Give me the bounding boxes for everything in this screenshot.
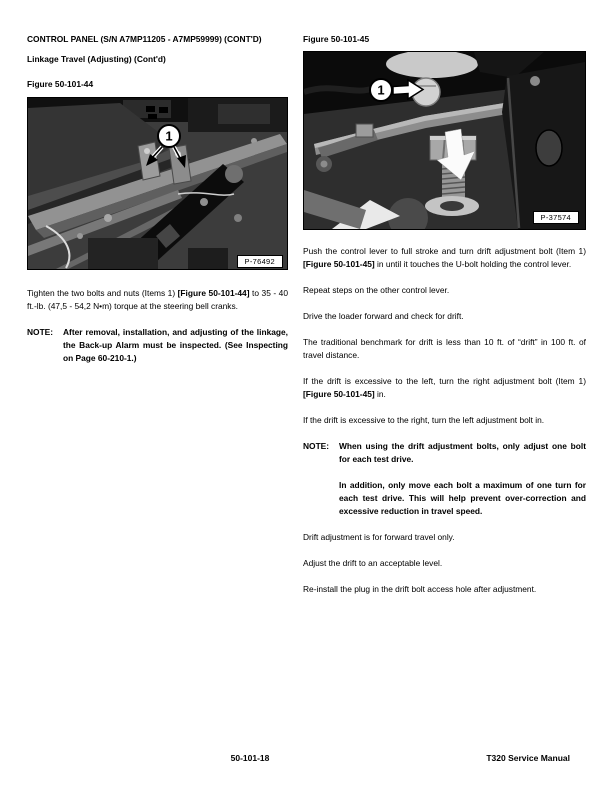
drift-right-paragraph: If the drift is excessive to the right, turn the left adjustment bolt in.	[303, 415, 545, 425]
torque-paragraph: Tighten the two bolts and nuts (Items 1) [Figure 50-101-44] to 35 - 40 ft.-lb. (47,5 - 54,2 N•m) torque at the steering bell cranks.	[27, 288, 288, 311]
drift-bolt-photo-illustration	[304, 52, 585, 229]
machine-linkage-photo-illustration	[28, 98, 287, 269]
note-drift-adjustment	[303, 440, 586, 518]
forward-travel-paragraph: Drift adjustment is for forward travel only.	[303, 532, 455, 542]
drift-left-paragraph: If the drift is excessive to the left, turn the right adjustment bolt (Item 1) [Figure 50-101-45] in.	[303, 376, 586, 399]
figure-reference: [Figure 50-101-45]	[303, 389, 375, 399]
figure-reference: [Figure 50-101-44]	[177, 288, 250, 298]
manual-title: T320 Service Manual	[486, 753, 570, 763]
figure-44-photo	[27, 97, 288, 270]
callout-1-marker	[370, 79, 392, 101]
page-number: 50-101-18	[230, 753, 270, 763]
left-column	[27, 33, 288, 365]
note-body: After removal, installation, and adjusting of the linkage, the Back-up Alarm must be inspected. (See Inspecting on Page 60-210-1.)	[63, 327, 288, 363]
repeat-steps-paragraph: Repeat steps on the other control lever.	[303, 285, 450, 295]
figure-45-caption: Figure 50-101-45	[303, 34, 370, 44]
push-lever-paragraph: Push the control lever to full stroke and turn drift adjustment bolt (Item 1) [Figure 50-101-45] in until it touches the U-bolt holding the control lever.	[303, 246, 586, 269]
benchmark-paragraph: The traditional benchmark for drift is less than 10 ft. of “drift” in 100 ft. of travel distance.	[303, 337, 586, 360]
subsection-heading: Linkage Travel (Adjusting) (Cont'd)	[27, 54, 166, 64]
note-body-2: In addition, only move each bolt a maximum of one turn for each test drive. This will help prevent over-correction and excessive reduction in travel speed.	[339, 480, 586, 516]
note-body-1: When using the drift adjustment bolts, only adjust one bolt for each test drive.	[339, 441, 586, 464]
reinstall-plug-paragraph: Re-install the plug in the drift bolt access hole after adjustment.	[303, 584, 537, 594]
callout-1-marker	[158, 125, 180, 147]
acceptable-level-paragraph: Adjust the drift to an acceptable level.	[303, 558, 443, 568]
drive-loader-paragraph: Drive the loader forward and check for drift.	[303, 311, 464, 321]
photo-id-badge: P-76492	[237, 255, 283, 268]
photo-id-badge: P-37574	[533, 211, 579, 224]
svg-text:1: 1	[165, 128, 173, 144]
note-label: NOTE:	[303, 441, 330, 451]
figure-reference: [Figure 50-101-45]	[303, 259, 375, 269]
svg-text:1: 1	[377, 82, 385, 98]
figure-45-photo	[303, 51, 586, 230]
note-backup-alarm	[27, 326, 288, 365]
figure-44-caption: Figure 50-101-44	[27, 79, 94, 89]
note-label: NOTE:	[27, 327, 54, 337]
section-heading: CONTROL PANEL (S/N A7MP11205 - A7MP59999) (CONT'D)	[27, 34, 262, 44]
right-column	[303, 33, 586, 596]
page-footer	[0, 753, 612, 767]
